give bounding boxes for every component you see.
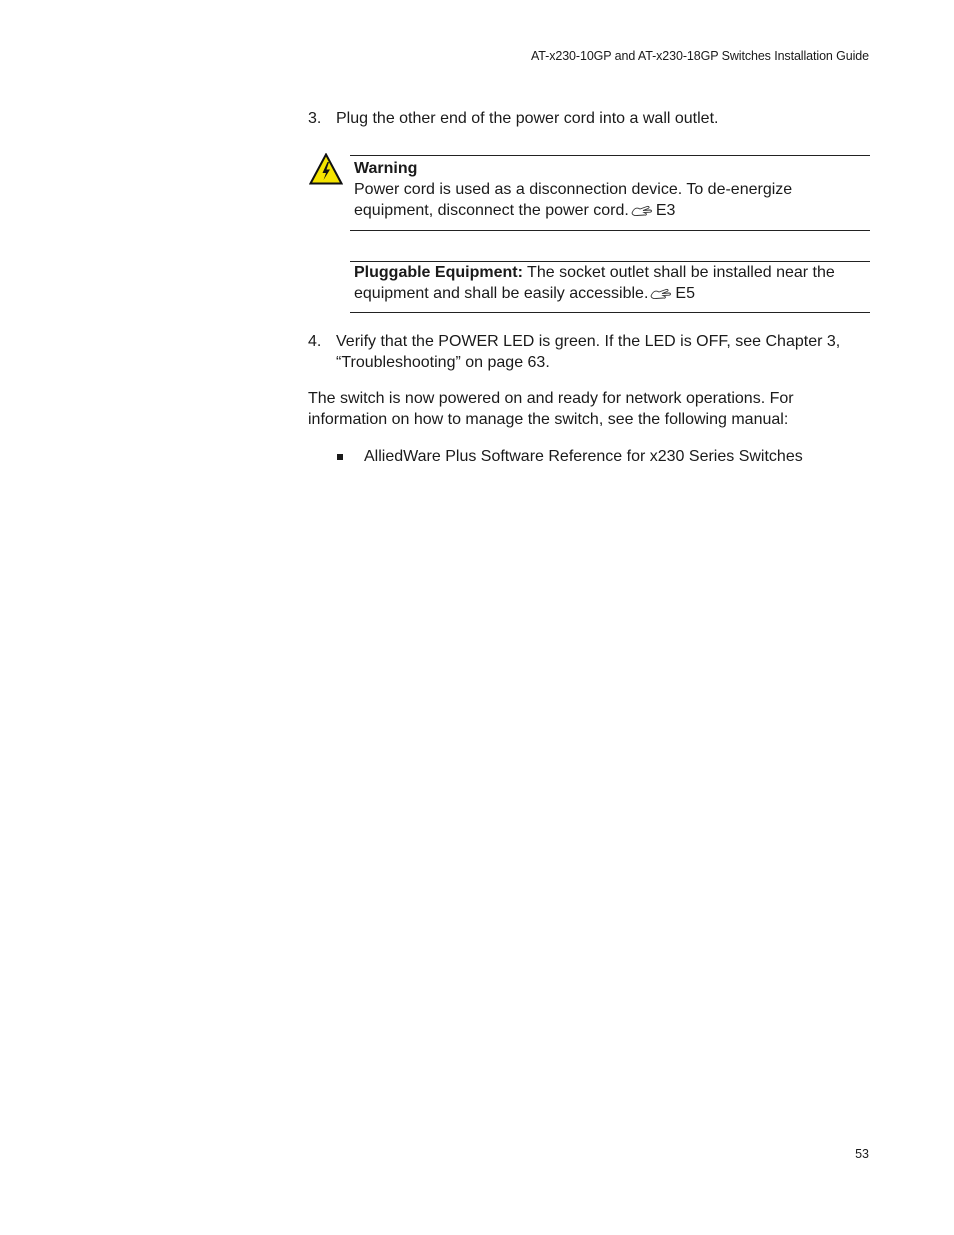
bullet-square-icon <box>337 454 343 460</box>
warning-body <box>354 179 870 221</box>
pluggable-text: The socket outlet shall be installed near the equipment and shall be easily accessible. <box>354 264 835 302</box>
electrical-hazard-warning-icon <box>309 153 343 185</box>
step-number: 3. <box>308 110 322 127</box>
step-number: 4. <box>308 333 322 350</box>
list-item-text: AlliedWare Plus Software Reference for x230 Series Switches <box>364 448 803 465</box>
body-paragraph: The switch is now powered on and ready for network operations. For information on how to manage the switch, see the following manual: <box>308 390 794 428</box>
step-3 <box>308 108 870 129</box>
pointing-hand-icon <box>631 205 653 217</box>
warning-text: Power cord is used as a disconnection device. To de-energize equipment, disconnect the power cord. <box>354 181 793 219</box>
warning-notice <box>350 155 870 231</box>
warning-title: Warning <box>354 160 418 177</box>
step-text: Plug the other end of the power cord into a wall outlet. <box>336 110 719 127</box>
step-4 <box>308 331 870 373</box>
pluggable-label: Pluggable Equipment: <box>354 264 523 281</box>
page-number: 53 <box>855 1147 869 1161</box>
warning-code: E3 <box>655 202 676 219</box>
pluggable-equipment-notice <box>350 261 870 313</box>
pointing-hand-icon <box>650 288 672 300</box>
list-item <box>337 446 877 467</box>
running-header: AT-x230-10GP and AT-x230-18GP Switches Installation Guide <box>530 49 869 63</box>
step-text: Verify that the POWER LED is green. If the LED is OFF, see Chapter 3, “Troubleshooting” on page 63. <box>336 333 841 371</box>
pluggable-code: E5 <box>675 285 695 302</box>
